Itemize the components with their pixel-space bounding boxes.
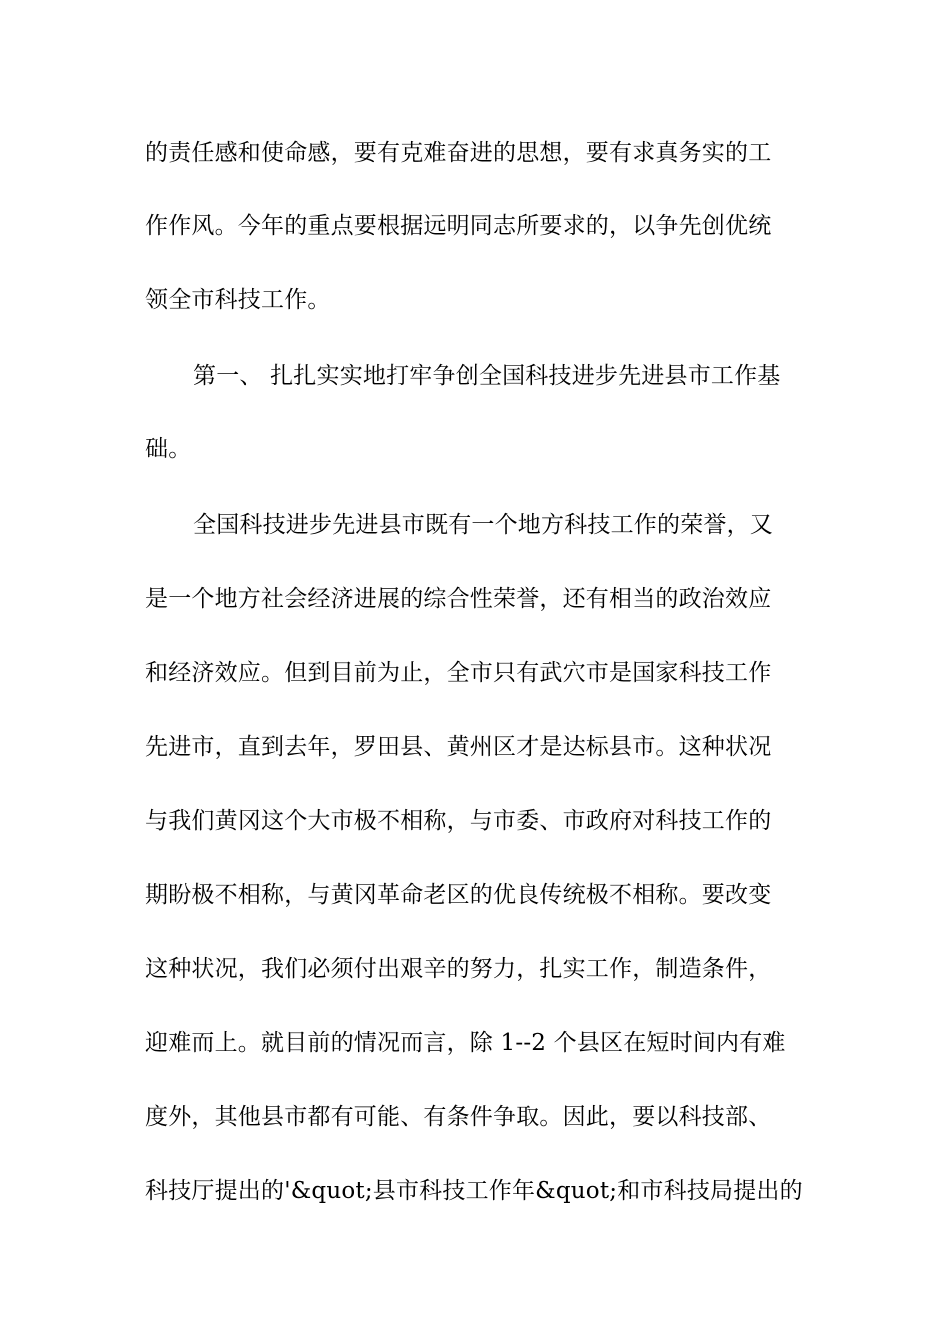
- paragraph-line-6: 和经济效应。但到目前为止，全市只有武穴市是国家科技工作: [145, 660, 772, 686]
- paragraph-line-1: 的责任感和使命感，要有克难奋进的思想，要有求真务实的工: [145, 140, 772, 166]
- paragraph-line-13: 科技厅提出的'&quot;县市科技工作年&quot;和市科技局提出的: [145, 1178, 803, 1204]
- paragraph-line-12: 度外，其他县市都有可能、有条件争取。因此，要以科技部、: [145, 1104, 772, 1130]
- paragraph-line-9: 期盼极不相称，与黄冈革命老区的优良传统极不相称。要改变: [145, 882, 772, 908]
- paragraph-line-4: 全国科技进步先进县市既有一个地方科技工作的荣誉，又: [193, 512, 773, 538]
- paragraph-line-3: 领全市科技工作。: [145, 287, 331, 313]
- paragraph-line-8: 与我们黄冈这个大市极不相称，与市委、市政府对科技工作的: [145, 808, 772, 834]
- paragraph-line-10: 这种状况，我们必须付出艰辛的努力，扎实工作，制造条件，: [145, 956, 772, 982]
- paragraph-line-7: 先进市，直到去年，罗田县、黄州区才是达标县市。这种状况: [145, 734, 772, 760]
- paragraph-line-11: 迎难而上。就目前的情况而言，除 1--2 个县区在短时间内有难: [145, 1030, 786, 1056]
- section-heading-line-1: 第一、 扎扎实实地打牢争创全国科技进步先进县市工作基: [193, 363, 781, 389]
- section-heading-line-2: 础。: [145, 436, 192, 462]
- paragraph-line-5: 是一个地方社会经济进展的综合性荣誉，还有相当的政治效应: [145, 586, 772, 612]
- paragraph-line-2: 作作风。今年的重点要根据远明同志所要求的，以争先创优统: [145, 213, 772, 239]
